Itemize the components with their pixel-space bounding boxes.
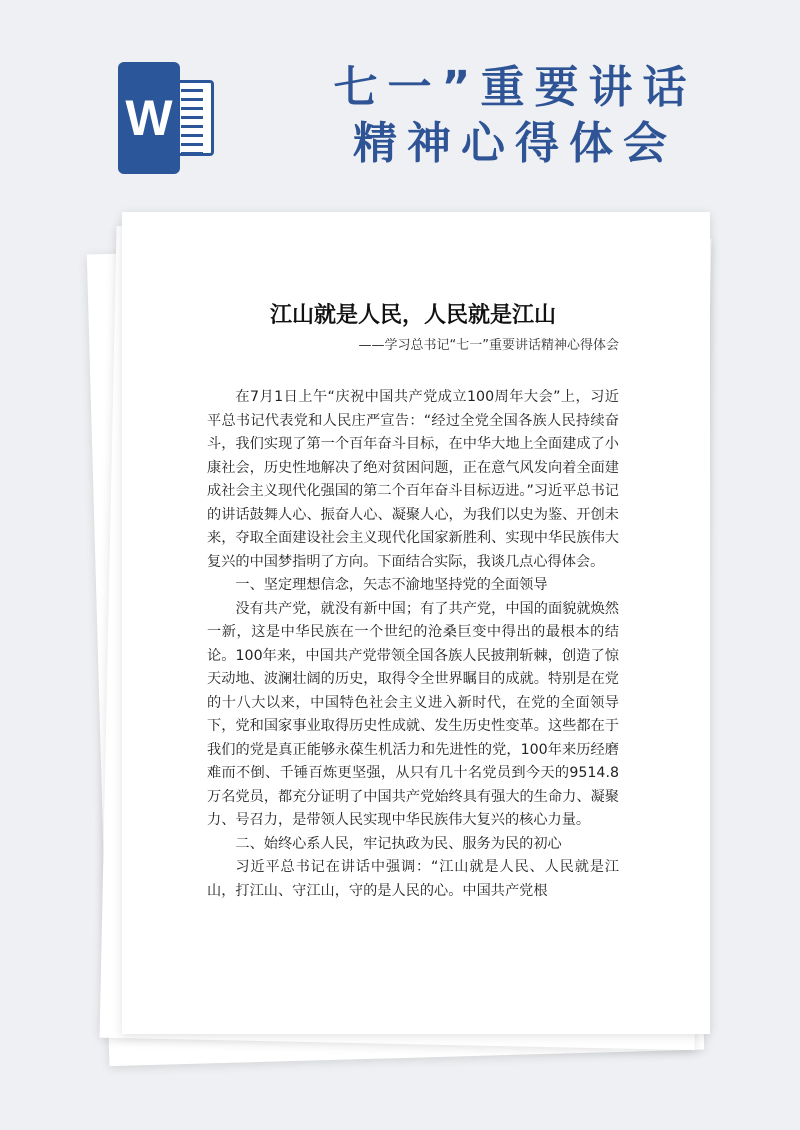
section-heading: 一、坚定理想信念，矢志不渝地坚持党的全面领导 bbox=[235, 577, 548, 593]
document-page bbox=[207, 300, 619, 903]
banner-title bbox=[250, 60, 780, 172]
paragraph: 没有共产党，就没有新中国；有了共产党，中国的面貌就焕然一新，这是中华民族在一个世纪的沧桑巨变中得出的最根本的结论。100年来，中国共产党带领全国各族人民披荆斩棘，创造了惊天动地、波澜壮阔的历史，取得令全世界瞩目的成就。特别是在党的十八大以来，中国特色社会主义进入新时代，在党的全面领导下，党和国家事业取得历史性成就、发生历史性变革。这些都在于我们的党是真正能够永葆生机活力和先进性的党，100年来历经磨难而不倒、千锤百炼更坚强，从只有几十名党员到今天的9514.8万名党员，都充分证明了中国共产党始终具有强大的生命力、凝聚力、号召力，是带领人民实现中华民族伟大复兴的核心力量。 bbox=[207, 600, 619, 828]
section-heading: 二、始终心系人民，牢记执政为民、服务为民的初心 bbox=[235, 835, 562, 852]
banner-title-line1: 七一”重要讲话 bbox=[333, 62, 697, 113]
paragraph: 在7月1日上午“庆祝中国共产党成立100周年大会”上，习近平总书记代表党和人民庄严宣告：“经过全党全国各族人民持续奋斗，我们实现了第一个百年奋斗目标，在中华大地上全面建成了小康社会，历史性地解决了绝对贫困问题，正在意气风发向着全面建成社会主义现代化强国的第二个百年奋斗目标迈进。”习近平总书记的讲话鼓舞人心、振奋人心、凝聚人心，为我们以史为鉴、开创未来，夺取全面建设社会主义现代化国家新胜利、实现中华民族伟大复兴的中国梦指明了方向。下面结合实际，我谈几点心得体会。 bbox=[207, 389, 619, 570]
word-doc-icon bbox=[118, 62, 214, 174]
word-logo-letter: W bbox=[118, 62, 180, 174]
document-subtitle: ——学习总书记“七一”重要讲话精神心得体会 bbox=[358, 338, 619, 353]
banner bbox=[0, 0, 800, 215]
banner-title-line2: 精神心得体会 bbox=[353, 118, 677, 169]
paragraph: 习近平总书记在讲话中强调：“江山就是人民、人民就是江山，打江山、守江山，守的是人民的心。中国共产党根 bbox=[207, 859, 619, 899]
document-title: 江山就是人民，人民就是江山 bbox=[269, 303, 556, 328]
